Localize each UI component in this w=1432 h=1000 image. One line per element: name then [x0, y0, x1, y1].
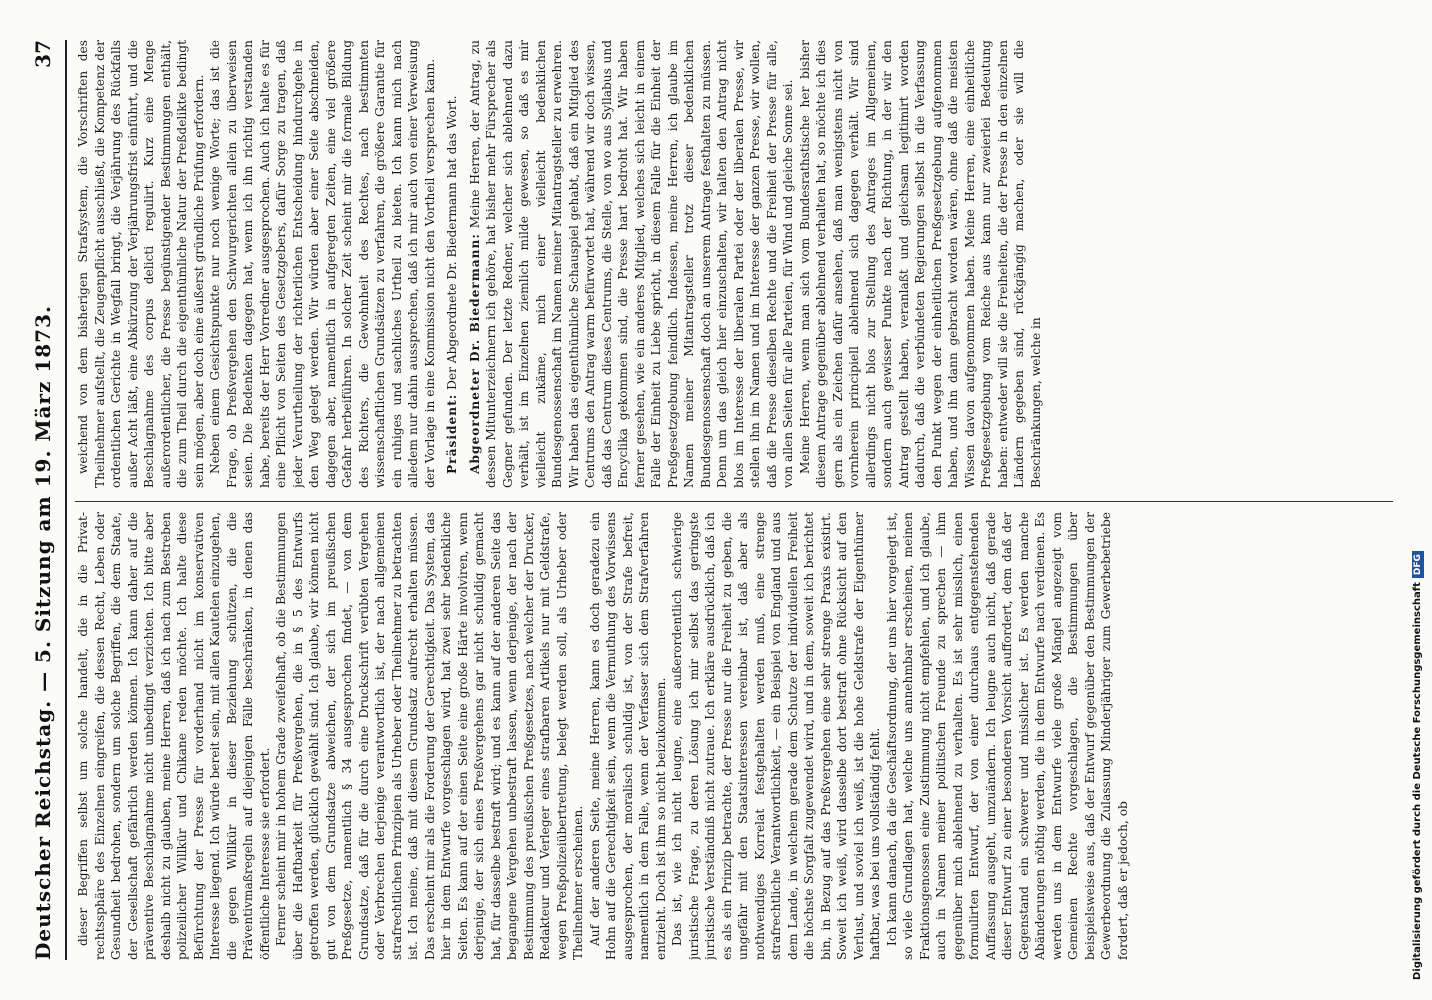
column-divider [75, 501, 1393, 502]
document-page [15, 0, 1415, 1000]
dfg-stamp [1409, 0, 1432, 1000]
page-number: 37 [31, 40, 55, 68]
speaker-label: Abgeordneter Dr. Biedermann: [467, 233, 482, 474]
speaker-text: Meine Herren, der Antrag, zu dessen Mitunterzeichnern ich gehöre, hat bisher mehr Fürsprecher als Gegner gefunden. Der letzte Redner, welcher sich ablehnend dazu verhält, ist im Einzelnen ziemlich milde gewesen, so daß es mir vielleicht zukäme, mich einer vielleicht bedenklichen Bundesgenossenschaft im Namen meiner Mitantragsteller zu erwehren. Wir haben das eigenthümliche Schauspiel gehabt, daß ein Mitglied des Centrums den Antrag warm befürwortet hat, während wir doch wissen, daß das Centrum dieses Centrums, die Stelle, von wo aus Syllabus und Encyclika gekommen sind, die Presse hart bedroht hat. Wir haben ferner gesehen, wie ein anderes Mitglied, welches sich leicht in einem Falle der Einheit zu Liebe spricht, in diesem Falle für die Einheit der Preßgesetzgebung feindlich. Indessen, meine Herren, ich glaube im Namen meiner Mitantragsteller trotz dieser bedenklichen Bundesgenossenschaft doch an unserem Antrage festhalten zu müssen. Denn um das gleich hier einzuschalten, wir halten den Antrag nicht blos im Interesse der liberalen Partei oder der liberalen Presse, wir stellen ihn im Namen und im Interesse der ganzen Presse, wir wollen, daß die Presse dieselben Rechte und die Freiheit der Presse für alle, von allen Seiten für alle Parteien, für Wind und gleiche Sonne sei. [467, 40, 795, 488]
president-remark [444, 40, 461, 488]
stamp-text: Digitalisierung gefördert durch die Deutsche Forschungsgemeinschaft [1412, 582, 1423, 980]
speech-paragraph [467, 40, 797, 488]
rotated-page-content [15, 0, 1415, 1000]
paragraph: Meine Herren, wenn man sich vom Bundesrathstische her bisher diesem Antrage gegenüber ablehnend verhalten hat, so möchte ich dies gern als ein Zeichen dafür ansehen, daß man wenigstens nicht von vornherein principiell ablehnend sich dagegen verhält. Wir sind allerdings nicht blos zur Stellung des Antrages im Allgemeinen, sondern auch gewisser Punkte nach der Richtung, in der wir den Antrag gestellt haben, veranlaßt und gleichsam legitimirt worden dadurch, daß die verbündeten Regierungen selbst in die Verfassung den Punkt wegen der einheitlichen Preßgesetzgebung aufgenommen haben, und ihn dann gebracht worden wären, ohne daß die meisten Wissen davon aufgenommen haben. Meine Herren, eine einheitliche Preßgesetzgebung vom Reiche aus kann nur zweierlei Bedeutung haben: entweder will sie die Freiheiten, die der Presse in den einzelnen Ländern gegeben sind, rückgängig machen, oder sie will die Beschränkungen, welche in [797, 40, 1043, 488]
left-column [75, 512, 1393, 960]
paragraph: Neben einem Gesichtspunkte nur noch wenige Worte; das ist die Frage, ob Preßvergehen den Schwurgerichten allein zu überweisen seien. Die Bedenken dagegen hat, wenn ich ihn richtig verstanden habe, bereits der Herr Vorredner ausgesprochen. Auch ich halte es für eine Pflicht von Seiten des Gesetzgebers, dafür Sorge zu tragen, daß jeder Verurtheilung der richterlichen Entscheidung hindurchgehe in den Weg gelegt werden. Wir würden aber einer Seite abschneiden, dagegen aber, namentlich in aufgeregten Zeiten, eine viel größere Gefahr herbeiführen. In solcher Zeit scheint mir die formale Bildung des Richters, die Gewohnheit des Rechtes, nach bestimmten wissenschaftlichen Grundsätzen zu verfahren, die größere Garantie für ein ruhiges und sachliches Urtheil zu bieten. Ich kann mich nach alledem nur dahin aussprechen, daß ich mir auch von einer Verweisung der Vorlage in eine Kommission nicht den Vortheil versprechen kann. [208, 40, 437, 488]
paragraph: Ich kann danach, da die Geschäftsordnung, der uns hier vorgelegt ist, so viele Grundlagen hat, welche uns annehmbar erscheinen, meinen Fraktionsgenossen eine Zustimmung nicht empfehlen, und ich glaube, auch in Namen meiner politischen Freunde zu sprechen — ihm gegenüber mich ablehnend zu verhalten. Es ist sehr misslich, einen formulirten Entwurf, der von einer durchaus entgegenstehenden Auffassung ausgeht, umzuändern. Ich leugne auch nicht, daß gerade dieser Entwurf zu einer besonderen Vorsicht auffordert, dem daß der Gegenstand ein schwerer und misslicher ist. Es werden manche Abänderungen nöthig werden, die in dem Entwurfe nach verdienen. Es werden uns in dem Entwurfe viele große Mängel angezeigt vom Gemeinen Rechte vorgeschlagen, die Bestimmungen über beispielsweise aus, daß der Entwurf gegenüber den Bestimmungen der Gewerbeordnung die Zulassung Minderjähriger zum Gewerbebetriebe fordert, daß er jedoch, ob [884, 512, 1130, 960]
speaker-label: Präsident: [445, 393, 459, 474]
paragraph: Das ist, wie ich nicht leugne, eine außerordentlich schwierige juristische Frage, zu deren Lösung ich mir selbst das geringste juristische Verständniß nicht zutraue. Ich erkläre ausdrücklich, daß ich es als ein Prinzip betrachte, der Presse nur die Freiheit zu geben, die ungefähr mit den Staatsinteressen vereinbar ist, daß aber als nothwendiges Korrelat festgehalten werden muß, eine strenge strafrechtliche Verantwortlichkeit, — ein Beispiel von England und aus dem Lande, in welchem gerade dem Schutze der individuellen Freiheit die höchste Sorgfalt zugewendet wird, und in dem, soweit ich berichtet bin, in Bezug auf das Preßvergehen eine sehr strenge Praxis existirt. Soweit ich weiß, wird dasselbe dort bestraft ohne Rücksicht auf den Verlust, und soviel ich weiß, ist die hohe Geldstrafe der Eigenthümer haftbar, was bei uns vollständig fehlt. [670, 512, 882, 960]
page-header [29, 40, 65, 960]
dfg-logo: DFG [1412, 551, 1424, 578]
paragraph: weichend von dem bisherigen Strafsystem, die Vorschriften des Theilnehmer aufstellt, die Zeugenpflicht ausschließt, die Kompetenz der ordentlichen Gerichte in Wegfall bringt, die Verjährung des Rückfalls außer Acht läßt, eine Abkürzung der Verjährungsfrist einführt, und die Beschlagnahme des corpus delicti regulirt. Kurz eine Menge außerordentlicher, die Presse begünstigender Bestimmungen enthält, die zum Theil durch die eigenthümliche Natur der Preßdelikte bedingt sein mögen, aber doch eine äußerst gründliche Prüfung erfordern. [76, 40, 206, 488]
right-column [75, 40, 1393, 488]
paragraph: dieser Begriffen selbst um solche handelt, die in die Privat-rechtssphäre des Einzelnen eingreifen, die dessen Recht, Leben oder Gesundheit bedrohen, sondern um solche Begriffen, die dem Staate, der Gesellschaft gefährlich werden können. Ich kann daher auf die präventive Beschlagnahme nicht unbedingt verzichten. Ich bitte aber deshalb nicht zu glauben, meine Herren, daß ich nach zum Bestreben polizeilicher Willkür und Chikane reden möchte. Ich halte diese Befürchtung der Presse für vorderhand nicht im konservativen Interesse liegend. Ich würde bereit sein, mit allen Kautelen einzugehen, die gegen Willkür in dieser Beziehung schützen, die die Präventivmaßregeln auf diejenigen Fälle beschränken, in denen das öffentliche Interesse sie erfordert. [76, 512, 272, 960]
paragraph: Ferner scheint mir in hohem Grade zweifelhaft, ob die Bestimmungen über die Haftbarkeit für Preßvergehen, die in § 5 des Entwurfs getroffen werden, glücklich gewählt sind. Ich glaube, wir können nicht gut von dem Grundsatze abweichen, der sich im preußischen Preßgesetze, namentlich § 34 ausgesprochen findet, — von dem Grundsatze, daß für die durch eine Druckschrift verübten Vergehen oder Verbrechen derjenige verantwortlich ist, der nach allgemeinen strafrechtlichen Prinzipien als Urheber oder Theilnehmer zu betrachten ist. Ich meine, daß mit diesem Grundsatz aufrecht erhalten müssen. Das erscheint mir als die Forderung der Gerechtigkeit. Das System, das hier in dem Entwurfe vorgeschlagen wird, hat zwei sehr bedenkliche Seiten. Es kann auf der einen Seite eine große Härte involviren, wenn derjenige, der sich eines Preßvergehens gar nicht schuldig gemacht hat, für dasselbe bestraft wird; und es kann auf der anderen Seite das begangene Vergehen unbestraft lassen, wenn derjenige, der nach der Bestimmung des preußischen Preßgesetzes, nach welcher der Drucker, Redakteur und Verleger eines strafbaren Artikels nur mit Geldstrafe, wegen Preßpolizeiübertretung, belegt werden soll, als Urheber oder Theilnehmer erscheinen. [274, 512, 585, 960]
header-rule [65, 40, 67, 960]
speaker-text: Der Abgeordnete Dr. Biedermann hat das Wort. [445, 95, 459, 390]
page-title: Deutscher Reichstag. — 5. Sitzung am 19. März 1873. [31, 305, 55, 960]
paragraph: Auf der anderen Seite, meine Herren, kann es doch geradezu ein Hohn auf die Gerechtigkeit sein, wenn die Vermuthung des Vorwissens ausgesprochen, der moralisch schuldig ist, von der Strafe befreit, namentlich in dem Falle, wenn der Verfasser sich dem Strafverfahren entzieht. Doch ist ihm so nicht beizukommen. [587, 512, 668, 960]
